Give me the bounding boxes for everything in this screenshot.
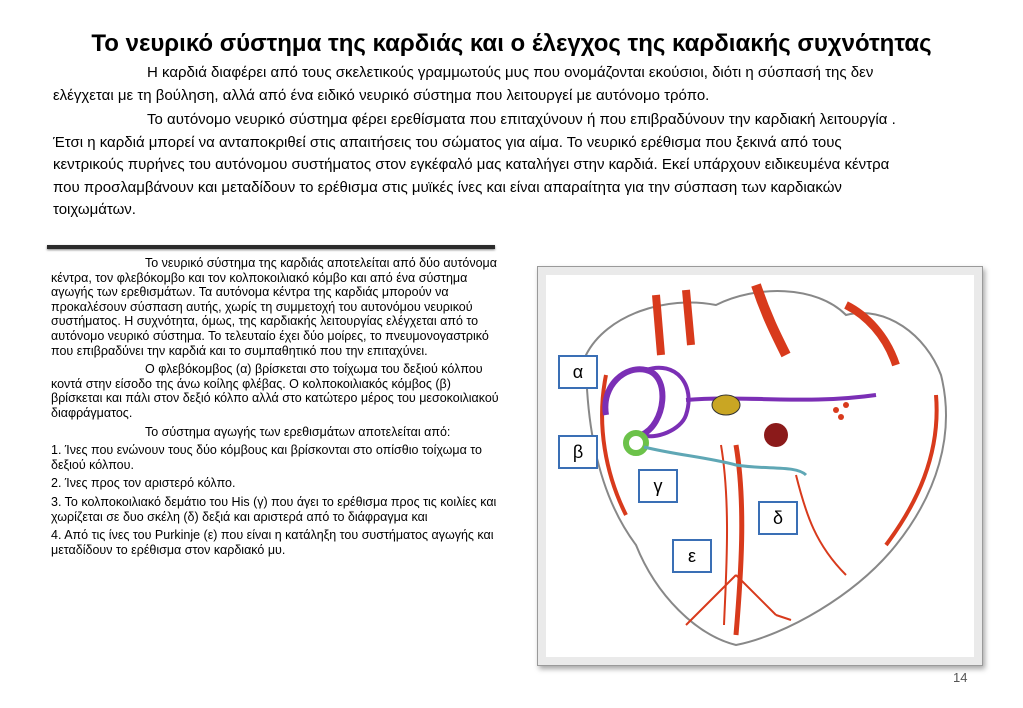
dot bbox=[843, 402, 849, 408]
heart-diagram-frame bbox=[537, 266, 983, 666]
body-paragraph-1: Το νευρικό σύστημα της καρδιάς αποτελείται από δύο αυτόνομα κέντρα, τον φλεβόκομβο και τον κολποκοιλιακό κόμβο και από ένα σύστημα αγωγής των ερεθισμάτων. Τα αυτόνομα κέντρα της καρδιάς μπορούν να προκαλέσουν σύσπαση αυτής, χωρίς τη συμμετοχή του αυτονόμου νευρικού συστήματος. Η συχνότητα, όμως, της καρδιακής λειτουργίας ελέγχεται από το αυτόνομο νευρικό σύστημα. Το τελευταίο έχει δύο μοίρες, το πνευμονογαστρικό που επιβραδύνει την καρδιά και το συμπαθητικό που την επιταχύνει. bbox=[51, 256, 497, 358]
label-alpha: α bbox=[558, 355, 598, 389]
septum bbox=[736, 445, 742, 635]
list-item-1: 1. Ίνες που ενώνουν τους δύο κόμβους και βρίσκονται στο οπίσθιο τοίχωμα το δεξιού κόλπου. bbox=[51, 443, 482, 472]
dot bbox=[833, 407, 839, 413]
septum-inner bbox=[721, 445, 727, 625]
dot bbox=[838, 414, 844, 420]
label-epsilon: ε bbox=[672, 539, 712, 573]
label-gamma: γ bbox=[638, 469, 678, 503]
page-number: 14 bbox=[953, 670, 968, 685]
vessel-left bbox=[656, 290, 691, 355]
body-paragraph-2: Ο φλεβόκομβος (α) βρίσκεται στο τοίχωμα του δεξιού κόλπου κοντά στην είσοδο της άνω κοίλης φλέβας. Ο κολποκοιλιακός κόμβος (β) βρίσκεται και πάλι στον δεξιό κόλπο αλλά στο κατώτερο μέρος του μεσοκοιλιακού διαφράγματος. bbox=[51, 362, 499, 420]
body-text bbox=[51, 256, 501, 561]
page-title: Το νευρικό σύστημα της καρδιάς και ο έλεγχος της καρδιακής συχνότητας bbox=[91, 30, 932, 57]
section-divider bbox=[47, 245, 495, 249]
intro-paragraph-2: Το αυτόνομο νευρικό σύστημα φέρει ερεθίσματα που επιταχύνουν ή που επιβραδύνουν την καρδιακή λειτουργία . Έτσι η καρδιά μπορεί να ανταποκριθεί στις απαιτήσεις του σώματος για αίμα. Το νευρικό ερέθισμα που ξεκινά από τους κεντρικούς πυρήνες του αυτόνομου συστήματος στον εγκέφαλό μας καταλήγει στην καρδιά. Εκεί υπάρχουν ειδικευμένα κέντρα που προσλαμβάνουν και μεταδίδουν το ερέθισμα στις μυϊκές ίνες και είναι απαραίτητα για την σύσπαση των καρδιακών τοιχωμάτων. bbox=[53, 111, 896, 218]
heart-diagram bbox=[546, 275, 974, 657]
aorta bbox=[756, 285, 786, 355]
intro-paragraph-1: Η καρδιά διαφέρει από τους σκελετικούς γραμμωτούς μυς που ονομάζονται εκούσιοι, διότι η σύσπασή της δεν ελέγχεται με τη βούληση, αλλά από ένα ειδικό νευρικό σύστημα που λειτουργεί με αυτόνομο τρόπο. bbox=[53, 64, 874, 104]
valve-2 bbox=[764, 423, 788, 447]
bundle-branch-right bbox=[796, 475, 846, 575]
list-item-2: 2. Ίνες προς τον αριστερό κόλπο. bbox=[51, 476, 236, 491]
label-delta: δ bbox=[758, 501, 798, 535]
list-item-3: 3. Το κολποκοιλιακό δεμάτιο του His (γ) που άγει το ερέθισμα προς τις κοιλίες και χωρίζεται σε δυο σκέλη (δ) δεξιά και αριστερά από το διάφραγμα και bbox=[51, 494, 497, 524]
av-node bbox=[626, 433, 646, 453]
sa-node bbox=[605, 369, 662, 435]
body-paragraph-3: Το σύστημα αγωγής των ερεθισμάτων αποτελείται από: bbox=[145, 424, 451, 439]
label-beta: β bbox=[558, 435, 598, 469]
intro-text bbox=[53, 62, 903, 224]
valve bbox=[712, 395, 740, 415]
heart-conduction-illustration bbox=[546, 275, 974, 657]
list-item-4: 4. Από τις ίνες του Purkinje (ε) που είναι η κατάληξη του συστήματος αγωγής και μεταδίδουν το ερέθισμα στον καρδιακό μυ. bbox=[51, 528, 494, 557]
